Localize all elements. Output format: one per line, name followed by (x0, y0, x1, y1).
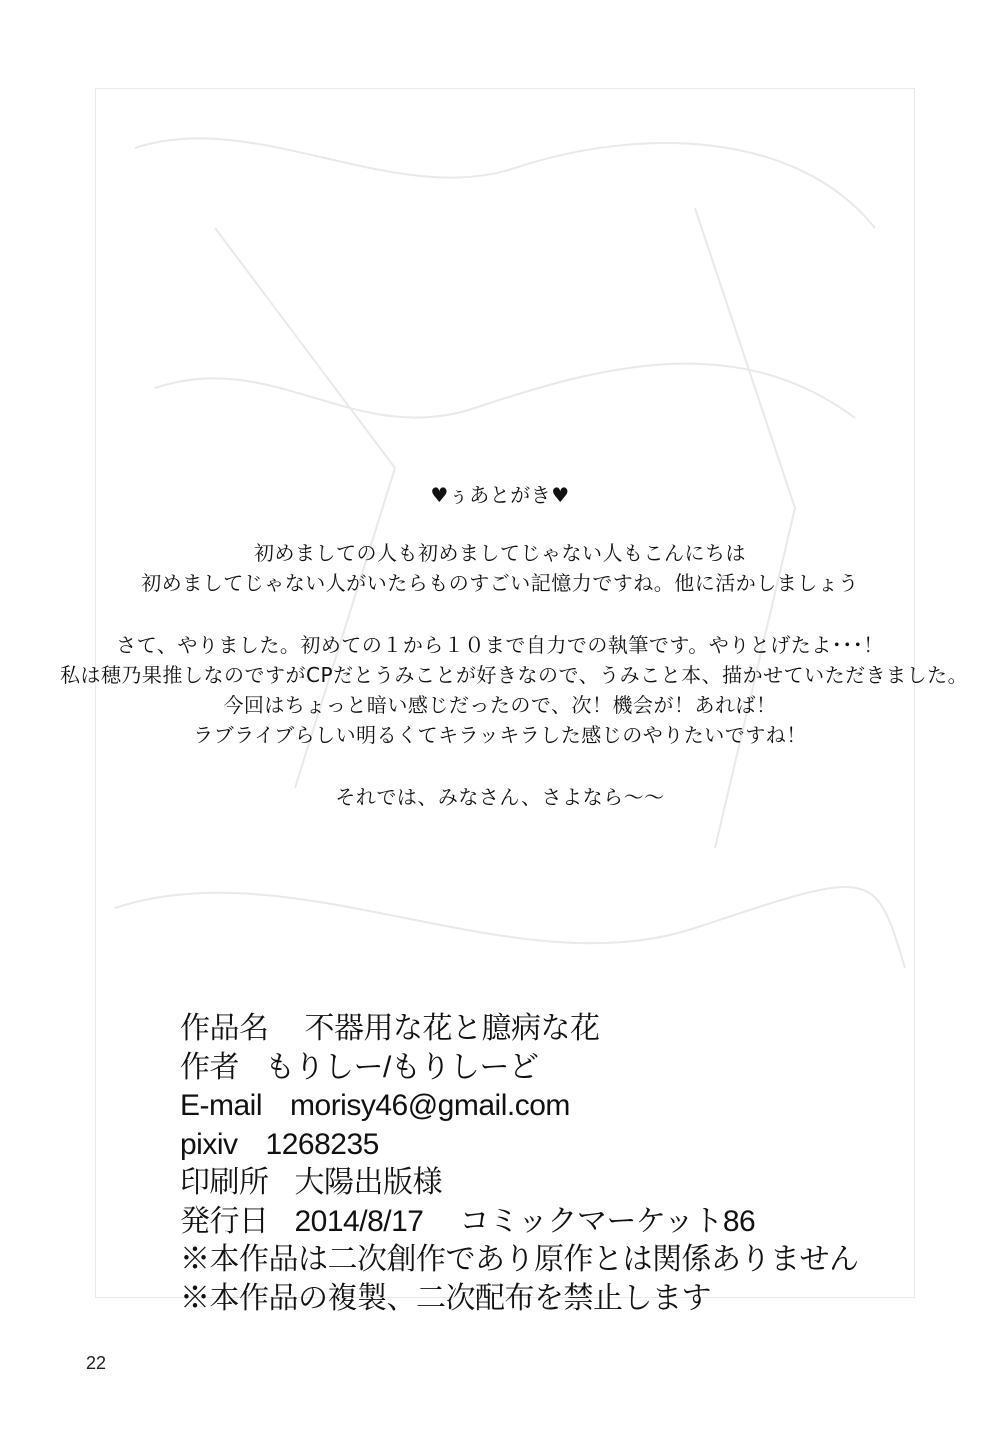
title-label: 作品名 (180, 1012, 269, 1045)
author-value: もりしー/もりしーど (265, 1050, 539, 1084)
colophon-printer-row (180, 1164, 859, 1203)
author-label: 作者 (180, 1050, 239, 1084)
afterword-line: 私は穂乃果推しなのですがCPだとうみことが好きなので、うみこと本、描かせていただきました。 (60, 663, 969, 687)
afterword-paragraph-closing (60, 782, 940, 812)
afterword-paragraph-main (60, 630, 969, 750)
colophon-date-row (180, 1203, 859, 1242)
afterword-line: さて、やりました。初めての１から１０まで自力での執筆です。やりとげたよ･･･！ (116, 633, 884, 657)
afterword-paragraph-greeting (60, 538, 940, 598)
afterword-line: 初めましての人も初めましてじゃない人もこんにちは (254, 541, 746, 565)
colophon (180, 1010, 859, 1318)
notice-no-redistribution: ※本作品の複製、二次配布を禁止します (180, 1281, 711, 1315)
email-label: E-mail (180, 1089, 263, 1122)
afterword-line: それでは、みなさん、さよなら～～ (335, 785, 665, 809)
date-value: 2014/8/17 (294, 1204, 424, 1238)
page-number: 22 (86, 1353, 107, 1373)
pixiv-value: 1268235 (265, 1127, 379, 1161)
title-value: 不器用な花と臆病な花 (304, 1012, 600, 1045)
printer-value: 大陽出版様 (294, 1166, 442, 1199)
event-value: コミックマーケット86 (459, 1204, 756, 1238)
date-label: 発行日 (180, 1204, 269, 1238)
afterword-line: ラブライブらしい明るくてキラッキラした感じのやりたいですね！ (193, 723, 807, 747)
afterword (60, 480, 969, 844)
notice-derivative: ※本作品は二次創作であり原作とは関係ありません (180, 1243, 859, 1276)
colophon-pixiv-row (180, 1126, 859, 1165)
pixiv-label: pixiv (180, 1127, 238, 1161)
colophon-author-row (180, 1049, 859, 1088)
printer-label: 印刷所 (180, 1166, 269, 1199)
afterword-title: ♥ぅあとがき♥ (430, 483, 570, 507)
afterword-line: 初めましてじゃない人がいたらものすごい記憶力ですね。他に活かしましょう (141, 571, 859, 595)
email-value: morisy46@gmail.com (290, 1089, 570, 1122)
colophon-title-row (180, 1010, 859, 1049)
colophon-email-row (180, 1087, 859, 1126)
afterword-line: 今回はちょっと暗い感じだったので、次！機会が！あれば！ (223, 693, 777, 717)
